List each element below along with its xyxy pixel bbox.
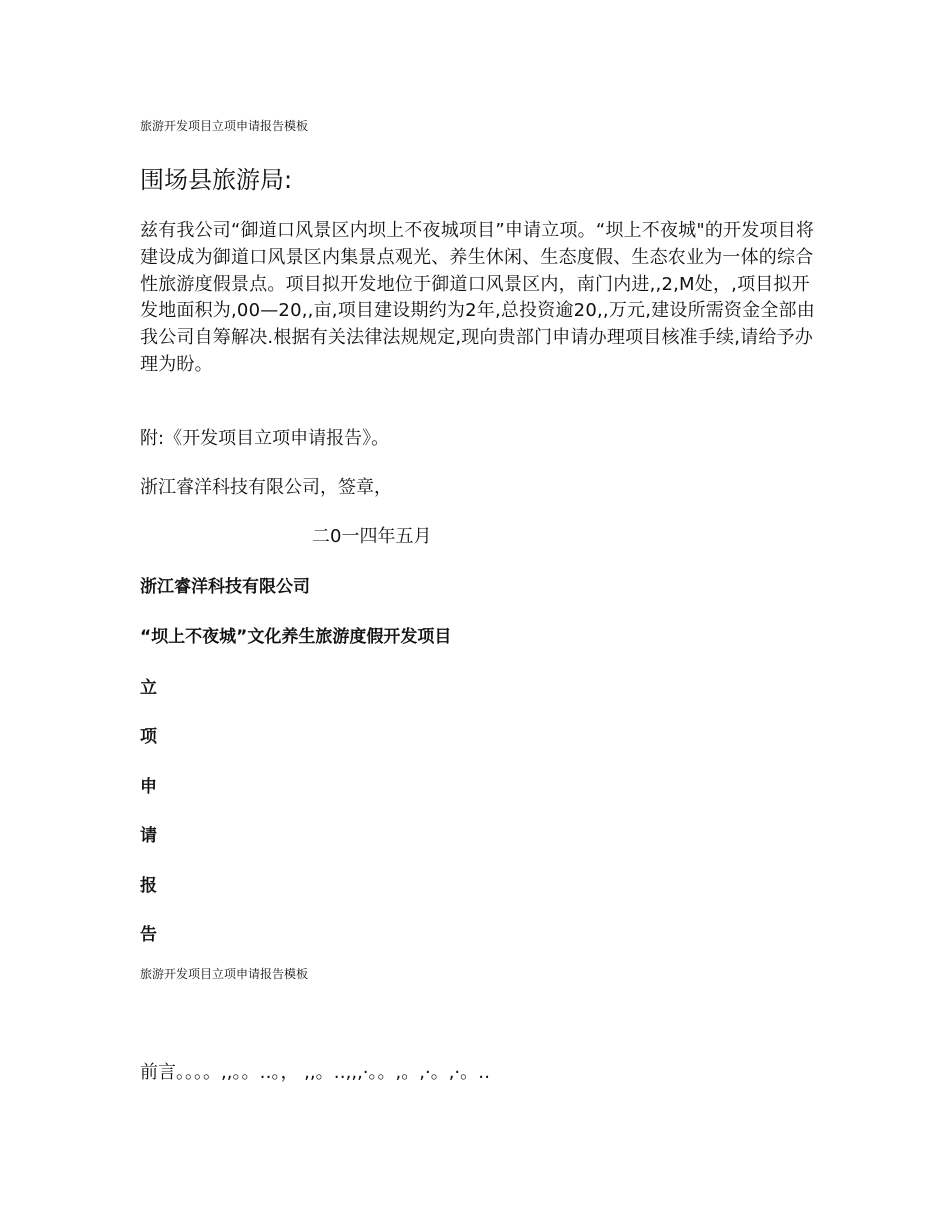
header-template-title: 旅游开发项目立项申请报告模板 [140, 119, 309, 133]
cover-company-name: 浙江睿洋科技有限公司 [140, 577, 310, 597]
preface-line: 前言。。。。,,。。‥。， ,,。‥,,,·。。,。,·。,·。‥ [140, 1062, 491, 1083]
company-signature: 浙江睿洋科技有限公司，签章， [140, 477, 392, 498]
attachment-note: 附:《开发项目立项申请报告》。 [140, 428, 390, 449]
cover-title-char-4: 请 [140, 826, 157, 846]
application-body-paragraph: 兹有我公司“御道口风景区内坝上不夜城项目”申请立项。“坝上不夜城"的开发项目将建设成为御道口风景区内集景点观光、养生休闲、生态度假、生态农业为一体的综合性旅游度假景点。项目拟开发地位于御道口风景区内，南门内进,,2,M处，,项目拟开发地面积为,00—20,,亩,项目建设期约为2年,总投资逾20,,万元,建设所需资金全部由我公司自筹解决.根据有关法律法规规定,现向贵部门申请办理项目核准手续,请给予办理为盼。 [140, 220, 815, 375]
cover-title-char-1: 立 [140, 678, 157, 698]
cover-title-char-2: 项 [140, 727, 157, 747]
cover-project-title: “坝上不夜城”文化养生旅游度假开发项目 [140, 627, 452, 647]
cover-title-char-3: 申 [140, 777, 157, 797]
cover-title-char-5: 报 [140, 876, 157, 896]
header-template-title-repeat: 旅游开发项目立项申请报告模板 [140, 967, 309, 981]
salutation: 围场县旅游局: [140, 166, 293, 194]
cover-title-char-6: 告 [140, 925, 157, 945]
date-line: 二0一四年五月 [312, 526, 432, 547]
